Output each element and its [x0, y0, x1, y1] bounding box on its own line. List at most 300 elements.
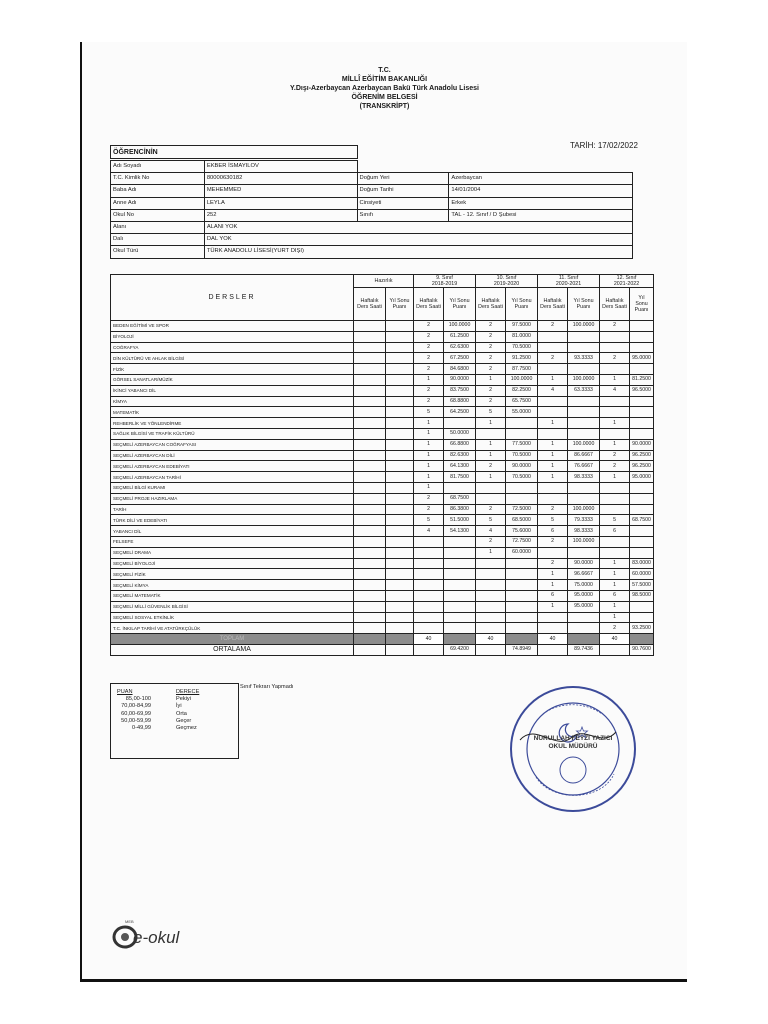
- year-score-cell: 98.5000: [630, 590, 654, 601]
- table-row: [111, 547, 654, 558]
- info-label: Doğum Yeri: [357, 173, 449, 185]
- year-score-cell: [386, 547, 414, 558]
- course-name: KİMYA: [111, 396, 354, 407]
- table-row: [111, 472, 654, 483]
- toplam-cell: [506, 634, 538, 645]
- table-row: [111, 364, 654, 375]
- year-score-cell: [568, 493, 600, 504]
- year-score-cell: 81.7500: [444, 472, 476, 483]
- toplam-cell: 40: [476, 634, 506, 645]
- course-name: FİZİK: [111, 364, 354, 375]
- dersler-header: DERSLER: [111, 275, 354, 321]
- weekly-hours-cell: 2: [600, 461, 630, 472]
- weekly-hours-cell: [414, 590, 444, 601]
- info-value: 252: [204, 209, 357, 221]
- info-row: [111, 246, 633, 258]
- year-score-cell: [444, 612, 476, 623]
- weekly-hours-cell: 2: [538, 504, 568, 515]
- table-row: [111, 331, 654, 342]
- weekly-hours-cell: 1: [414, 472, 444, 483]
- year-score-cell: [568, 547, 600, 558]
- weekly-hours-cell: [600, 504, 630, 515]
- weekly-hours-cell: [354, 601, 386, 612]
- col-haftalik: Haftalık Ders Saati: [354, 288, 386, 321]
- year-score-cell: 97.5000: [506, 321, 538, 332]
- info-label: Cinsiyeti: [357, 197, 449, 209]
- weekly-hours-cell: 4: [600, 385, 630, 396]
- header-line-school: Y.Dışı-Azerbaycan Azerbaycan Bakü Türk Anadolu Lisesi: [290, 85, 479, 92]
- year-header: 12. Sınıf 2021-2022: [600, 275, 654, 288]
- legend-puan: 50,00-59,99: [121, 717, 151, 724]
- year-score-cell: 100.0000: [568, 536, 600, 547]
- year-score-cell: [630, 493, 654, 504]
- year-score-cell: [444, 536, 476, 547]
- year-score-cell: [630, 407, 654, 418]
- weekly-hours-cell: 1: [600, 612, 630, 623]
- info-value: Erkek: [449, 197, 633, 209]
- course-name: YABANCI DİL: [111, 526, 354, 537]
- weekly-hours-cell: [476, 493, 506, 504]
- weekly-hours-cell: 1: [414, 439, 444, 450]
- ortalama-cell: [414, 644, 444, 655]
- year-score-cell: 76.6667: [568, 461, 600, 472]
- ortalama-row: [111, 644, 654, 655]
- weekly-hours-cell: [600, 407, 630, 418]
- year-score-cell: 87.7500: [506, 364, 538, 375]
- col-yilsonu: Yıl Sonu Puanı: [444, 288, 476, 321]
- col-yilsonu: Yıl Sonu Puanı: [506, 288, 538, 321]
- ortalama-label: ORTALAMA: [111, 644, 354, 655]
- year-score-cell: 63.3333: [568, 385, 600, 396]
- weekly-hours-cell: 4: [414, 526, 444, 537]
- ortalama-cell: 74.8949: [506, 644, 538, 655]
- weekly-hours-cell: 1: [414, 374, 444, 385]
- year-score-cell: [386, 580, 414, 591]
- year-score-cell: 90.0000: [630, 439, 654, 450]
- header-line-transkript: (TRANSKRİPT): [359, 103, 410, 110]
- year-score-cell: [568, 342, 600, 353]
- year-score-cell: [630, 504, 654, 515]
- info-value: DAL YOK: [204, 234, 632, 246]
- info-value: MEHEMMED: [204, 185, 357, 197]
- weekly-hours-cell: 1: [476, 418, 506, 429]
- toplam-row: [111, 634, 654, 645]
- course-name: SEÇMELİ AZERBAYCAN COĞRAFYASI: [111, 439, 354, 450]
- weekly-hours-cell: [414, 580, 444, 591]
- course-name: SEÇMELİ MATEMATİK: [111, 590, 354, 601]
- year-score-cell: [630, 321, 654, 332]
- course-name: COĞRAFYA: [111, 342, 354, 353]
- weekly-hours-cell: 1: [600, 569, 630, 580]
- weekly-hours-cell: 1: [414, 461, 444, 472]
- weekly-hours-cell: [354, 547, 386, 558]
- year-score-cell: 82.6300: [444, 450, 476, 461]
- toplam-cell: [630, 634, 654, 645]
- weekly-hours-cell: [414, 601, 444, 612]
- weekly-hours-cell: 2: [476, 396, 506, 407]
- year-score-cell: [386, 493, 414, 504]
- table-row: [111, 504, 654, 515]
- toplam-cell: 40: [538, 634, 568, 645]
- weekly-hours-cell: [354, 590, 386, 601]
- weekly-hours-cell: 2: [414, 353, 444, 364]
- info-label: Doğum Tarihi: [357, 185, 449, 197]
- year-score-cell: 50.0000: [444, 428, 476, 439]
- course-name: TARİH: [111, 504, 354, 515]
- info-row: [111, 234, 633, 246]
- weekly-hours-cell: 2: [538, 321, 568, 332]
- year-score-cell: [386, 407, 414, 418]
- weekly-hours-cell: 5: [538, 515, 568, 526]
- col-haftalik: Haftalık Ders Saati: [538, 288, 568, 321]
- table-row: [111, 515, 654, 526]
- weekly-hours-cell: 2: [538, 353, 568, 364]
- year-score-cell: 100.0000: [506, 374, 538, 385]
- legend-puan-column: [117, 689, 151, 732]
- year-score-cell: 70.5000: [506, 472, 538, 483]
- course-name: SEÇMELİ AZERBAYCAN EDEBİYATI: [111, 461, 354, 472]
- year-score-cell: 83.0000: [630, 558, 654, 569]
- year-score-cell: 79.3333: [568, 515, 600, 526]
- info-label: Alanı: [111, 221, 205, 233]
- table-row: [111, 450, 654, 461]
- year-score-cell: [386, 569, 414, 580]
- weekly-hours-cell: [354, 612, 386, 623]
- weekly-hours-cell: [538, 547, 568, 558]
- col-haftalik: Haftalık Ders Saati: [476, 288, 506, 321]
- year-score-cell: [386, 396, 414, 407]
- info-row: [111, 197, 633, 209]
- weekly-hours-cell: 2: [414, 396, 444, 407]
- year-score-cell: 67.2500: [444, 353, 476, 364]
- weekly-hours-cell: [354, 472, 386, 483]
- weekly-hours-cell: [354, 623, 386, 634]
- year-score-cell: [386, 353, 414, 364]
- table-row: [111, 461, 654, 472]
- weekly-hours-cell: [354, 526, 386, 537]
- weekly-hours-cell: 2: [600, 450, 630, 461]
- legend-derece-column: [176, 689, 199, 732]
- year-score-cell: 86.3800: [444, 504, 476, 515]
- year-score-cell: 98.3333: [568, 526, 600, 537]
- weekly-hours-cell: 2: [414, 364, 444, 375]
- info-row: [111, 173, 633, 185]
- grades-table: [110, 274, 654, 656]
- year-score-cell: [444, 601, 476, 612]
- year-score-cell: [444, 623, 476, 634]
- year-score-cell: [444, 558, 476, 569]
- year-score-cell: 90.0000: [444, 374, 476, 385]
- year-score-cell: 91.2500: [506, 353, 538, 364]
- weekly-hours-cell: 1: [538, 569, 568, 580]
- weekly-hours-cell: 1: [600, 439, 630, 450]
- legend-derece: Geçer: [176, 717, 192, 724]
- weekly-hours-cell: 2: [538, 536, 568, 547]
- weekly-hours-cell: [414, 612, 444, 623]
- course-name: SEÇMELİ BİYOLOJİ: [111, 558, 354, 569]
- year-score-cell: 90.0000: [568, 558, 600, 569]
- table-row: [111, 321, 654, 332]
- info-value: 14/01/2004: [449, 185, 633, 197]
- table-row: [111, 493, 654, 504]
- weekly-hours-cell: [354, 418, 386, 429]
- weekly-hours-cell: 2: [414, 331, 444, 342]
- weekly-hours-cell: [354, 428, 386, 439]
- table-row: [111, 526, 654, 537]
- weekly-hours-cell: 5: [476, 515, 506, 526]
- weekly-hours-cell: [354, 439, 386, 450]
- weekly-hours-cell: [600, 342, 630, 353]
- year-score-cell: 84.6800: [444, 364, 476, 375]
- info-value: LEYLA: [204, 197, 357, 209]
- year-score-cell: [630, 536, 654, 547]
- weekly-hours-cell: [600, 396, 630, 407]
- weekly-hours-cell: 2: [414, 385, 444, 396]
- year-score-cell: [506, 623, 538, 634]
- student-title: ÖĞRENCİNİN: [111, 146, 358, 159]
- weekly-hours-cell: 5: [414, 407, 444, 418]
- year-header-row: [111, 275, 654, 288]
- weekly-hours-cell: [538, 612, 568, 623]
- year-score-cell: [386, 623, 414, 634]
- course-name: SEÇMELİ MİLLİ GÜVENLİK BİLGİSİ: [111, 601, 354, 612]
- year-score-cell: [630, 418, 654, 429]
- course-name: SEÇMELİ KİMYA: [111, 580, 354, 591]
- year-score-cell: [386, 612, 414, 623]
- year-score-cell: 96.5000: [630, 385, 654, 396]
- table-row: [111, 482, 654, 493]
- weekly-hours-cell: 2: [414, 342, 444, 353]
- year-score-cell: [506, 590, 538, 601]
- table-row: [111, 396, 654, 407]
- transcript-sheet: [80, 42, 687, 982]
- year-score-cell: [386, 536, 414, 547]
- course-name: T.C. İNKILAP TARİHİ VE ATATÜRKÇÜLÜK: [111, 623, 354, 634]
- year-score-cell: [386, 461, 414, 472]
- course-name: SEÇMELİ AZERBAYCAN DİLİ: [111, 450, 354, 461]
- weekly-hours-cell: 2: [600, 623, 630, 634]
- year-score-cell: [630, 428, 654, 439]
- course-name: DİN KÜLTÜRÜ VE AHLAK BİLGİSİ: [111, 353, 354, 364]
- year-score-cell: [386, 374, 414, 385]
- weekly-hours-cell: [354, 482, 386, 493]
- year-score-cell: [568, 612, 600, 623]
- year-score-cell: 81.2500: [630, 374, 654, 385]
- toplam-cell: [444, 634, 476, 645]
- weekly-hours-cell: [414, 569, 444, 580]
- header-line-tc: T.C.: [378, 67, 391, 74]
- year-score-cell: 70.5000: [506, 342, 538, 353]
- year-score-cell: 72.5000: [506, 504, 538, 515]
- info-label: Anne Adı: [111, 197, 205, 209]
- year-score-cell: 64.2500: [444, 407, 476, 418]
- principal-signature: [506, 735, 640, 751]
- table-row: [111, 623, 654, 634]
- year-score-cell: [444, 418, 476, 429]
- year-score-cell: 66.8800: [444, 439, 476, 450]
- course-name: BİYOLOJİ: [111, 331, 354, 342]
- weekly-hours-cell: 4: [538, 385, 568, 396]
- weekly-hours-cell: [354, 374, 386, 385]
- info-label: Baba Adı: [111, 185, 205, 197]
- info-label: Okul No: [111, 209, 205, 221]
- weekly-hours-cell: 1: [414, 428, 444, 439]
- course-name: SAĞLIK BİLGİSİ VE TRAFİK KÜLTÜRÜ: [111, 428, 354, 439]
- year-score-cell: [444, 547, 476, 558]
- info-label: Dalı: [111, 234, 205, 246]
- year-score-cell: 55.0000: [506, 407, 538, 418]
- year-score-cell: 60.0000: [506, 547, 538, 558]
- table-row: [111, 353, 654, 364]
- table-row: [111, 558, 654, 569]
- year-score-cell: [630, 331, 654, 342]
- toplam-cell: [386, 634, 414, 645]
- year-score-cell: [568, 418, 600, 429]
- year-score-cell: 96.2500: [630, 450, 654, 461]
- year-score-cell: 77.5000: [506, 439, 538, 450]
- weekly-hours-cell: 1: [476, 439, 506, 450]
- year-score-cell: [568, 331, 600, 342]
- year-score-cell: 81.0000: [506, 331, 538, 342]
- year-score-cell: [386, 439, 414, 450]
- header-line-ministry: MİLLÎ EĞİTİM BAKANLIĞI: [341, 76, 428, 83]
- course-name: GÖRSEL SANATLAR/MÜZİK: [111, 374, 354, 385]
- year-score-cell: [386, 590, 414, 601]
- weekly-hours-cell: 6: [538, 590, 568, 601]
- year-score-cell: [386, 321, 414, 332]
- student-title-table: [110, 145, 358, 159]
- student-info-table: [110, 160, 633, 259]
- col-yilsonu: Yıl Sonu Puanı: [386, 288, 414, 321]
- info-value: Azerbaycan: [449, 173, 633, 185]
- legend-puan: 60,00-69,99: [121, 710, 151, 717]
- year-score-cell: [630, 396, 654, 407]
- info-value: TAL - 12. Sınıf / D Şubesi: [449, 209, 633, 221]
- weekly-hours-cell: [476, 482, 506, 493]
- course-name: REHBERLİK VE YÖNLENDİRME: [111, 418, 354, 429]
- weekly-hours-cell: [354, 569, 386, 580]
- weekly-hours-cell: 2: [476, 331, 506, 342]
- year-header: Hazırlık: [354, 275, 414, 288]
- year-score-cell: [568, 364, 600, 375]
- weekly-hours-cell: [476, 428, 506, 439]
- weekly-hours-cell: [538, 482, 568, 493]
- info-label: Sınıfı: [357, 209, 449, 221]
- weekly-hours-cell: [600, 482, 630, 493]
- weekly-hours-cell: 6: [600, 526, 630, 537]
- toplam-cell: 40: [414, 634, 444, 645]
- year-score-cell: [630, 482, 654, 493]
- info-value: TÜRK ANADOLU LİSESİ(YURT DIŞI): [204, 246, 632, 258]
- year-score-cell: [444, 569, 476, 580]
- legend-puan: 0-49,99: [132, 725, 151, 732]
- weekly-hours-cell: 1: [538, 374, 568, 385]
- weekly-hours-cell: 1: [538, 439, 568, 450]
- legend-derece-label: DERECE: [176, 689, 200, 695]
- year-header: 9. Sınıf 2018-2019: [414, 275, 476, 288]
- year-score-cell: 60.0000: [630, 569, 654, 580]
- info-row: [111, 161, 633, 173]
- weekly-hours-cell: 2: [476, 353, 506, 364]
- year-score-cell: [386, 482, 414, 493]
- weekly-hours-cell: 1: [600, 601, 630, 612]
- course-name: SEÇMELİ PROJE HAZIRLAMA: [111, 493, 354, 504]
- year-score-cell: [386, 601, 414, 612]
- year-score-cell: [568, 396, 600, 407]
- table-row: [111, 428, 654, 439]
- year-score-cell: [506, 428, 538, 439]
- weekly-hours-cell: 1: [600, 418, 630, 429]
- weekly-hours-cell: 2: [476, 321, 506, 332]
- year-header: 10. Sınıf 2019-2020: [476, 275, 538, 288]
- weekly-hours-cell: 6: [538, 526, 568, 537]
- principal-name: NURULLAH FEYZİ YAZICI: [533, 735, 613, 742]
- year-score-cell: 68.7500: [444, 493, 476, 504]
- weekly-hours-cell: 2: [476, 461, 506, 472]
- legend-puan: 85,00-100: [125, 696, 151, 703]
- table-row: [111, 590, 654, 601]
- year-score-cell: [386, 504, 414, 515]
- course-name: SEÇMELİ AZERBAYCAN TARİHİ: [111, 472, 354, 483]
- course-name: MATEMATİK: [111, 407, 354, 418]
- year-score-cell: 100.0000: [568, 321, 600, 332]
- year-score-cell: [386, 428, 414, 439]
- year-score-cell: 68.5000: [506, 515, 538, 526]
- weekly-hours-cell: 2: [538, 558, 568, 569]
- year-score-cell: 96.2500: [630, 461, 654, 472]
- weekly-hours-cell: 1: [538, 472, 568, 483]
- weekly-hours-cell: 2: [414, 321, 444, 332]
- grade-legend: [110, 683, 239, 759]
- year-score-cell: [386, 342, 414, 353]
- weekly-hours-cell: [354, 353, 386, 364]
- year-score-cell: 95.0000: [568, 590, 600, 601]
- year-score-cell: [506, 601, 538, 612]
- year-score-cell: 75.6000: [506, 526, 538, 537]
- weekly-hours-cell: 2: [414, 493, 444, 504]
- toplam-cell: [568, 634, 600, 645]
- document-date: TARİH: 17/02/2022: [570, 141, 638, 150]
- year-score-cell: [386, 450, 414, 461]
- year-score-cell: 95.0000: [630, 353, 654, 364]
- weekly-hours-cell: 6: [600, 590, 630, 601]
- info-row: [111, 221, 633, 233]
- weekly-hours-cell: [600, 536, 630, 547]
- course-name: SEÇMELİ SOSYAL ETKİNLİK: [111, 612, 354, 623]
- year-score-cell: [386, 418, 414, 429]
- table-row: [111, 418, 654, 429]
- weekly-hours-cell: 2: [476, 504, 506, 515]
- year-score-cell: [444, 590, 476, 601]
- info-value: ALANI YOK: [204, 221, 632, 233]
- weekly-hours-cell: [354, 342, 386, 353]
- weekly-hours-cell: 2: [476, 385, 506, 396]
- year-score-cell: [386, 331, 414, 342]
- legend-derece: Orta: [176, 710, 187, 717]
- weekly-hours-cell: [414, 547, 444, 558]
- info-label: T.C. Kimlik No: [111, 173, 205, 185]
- info-row: [111, 185, 633, 197]
- weekly-hours-cell: [538, 396, 568, 407]
- year-score-cell: [506, 418, 538, 429]
- logo-text: e-okul: [133, 928, 180, 947]
- legend-derece: Geçmez: [176, 725, 197, 732]
- year-score-cell: 72.7500: [506, 536, 538, 547]
- table-row: [111, 612, 654, 623]
- weekly-hours-cell: 1: [476, 547, 506, 558]
- weekly-hours-cell: [414, 623, 444, 634]
- weekly-hours-cell: 1: [414, 450, 444, 461]
